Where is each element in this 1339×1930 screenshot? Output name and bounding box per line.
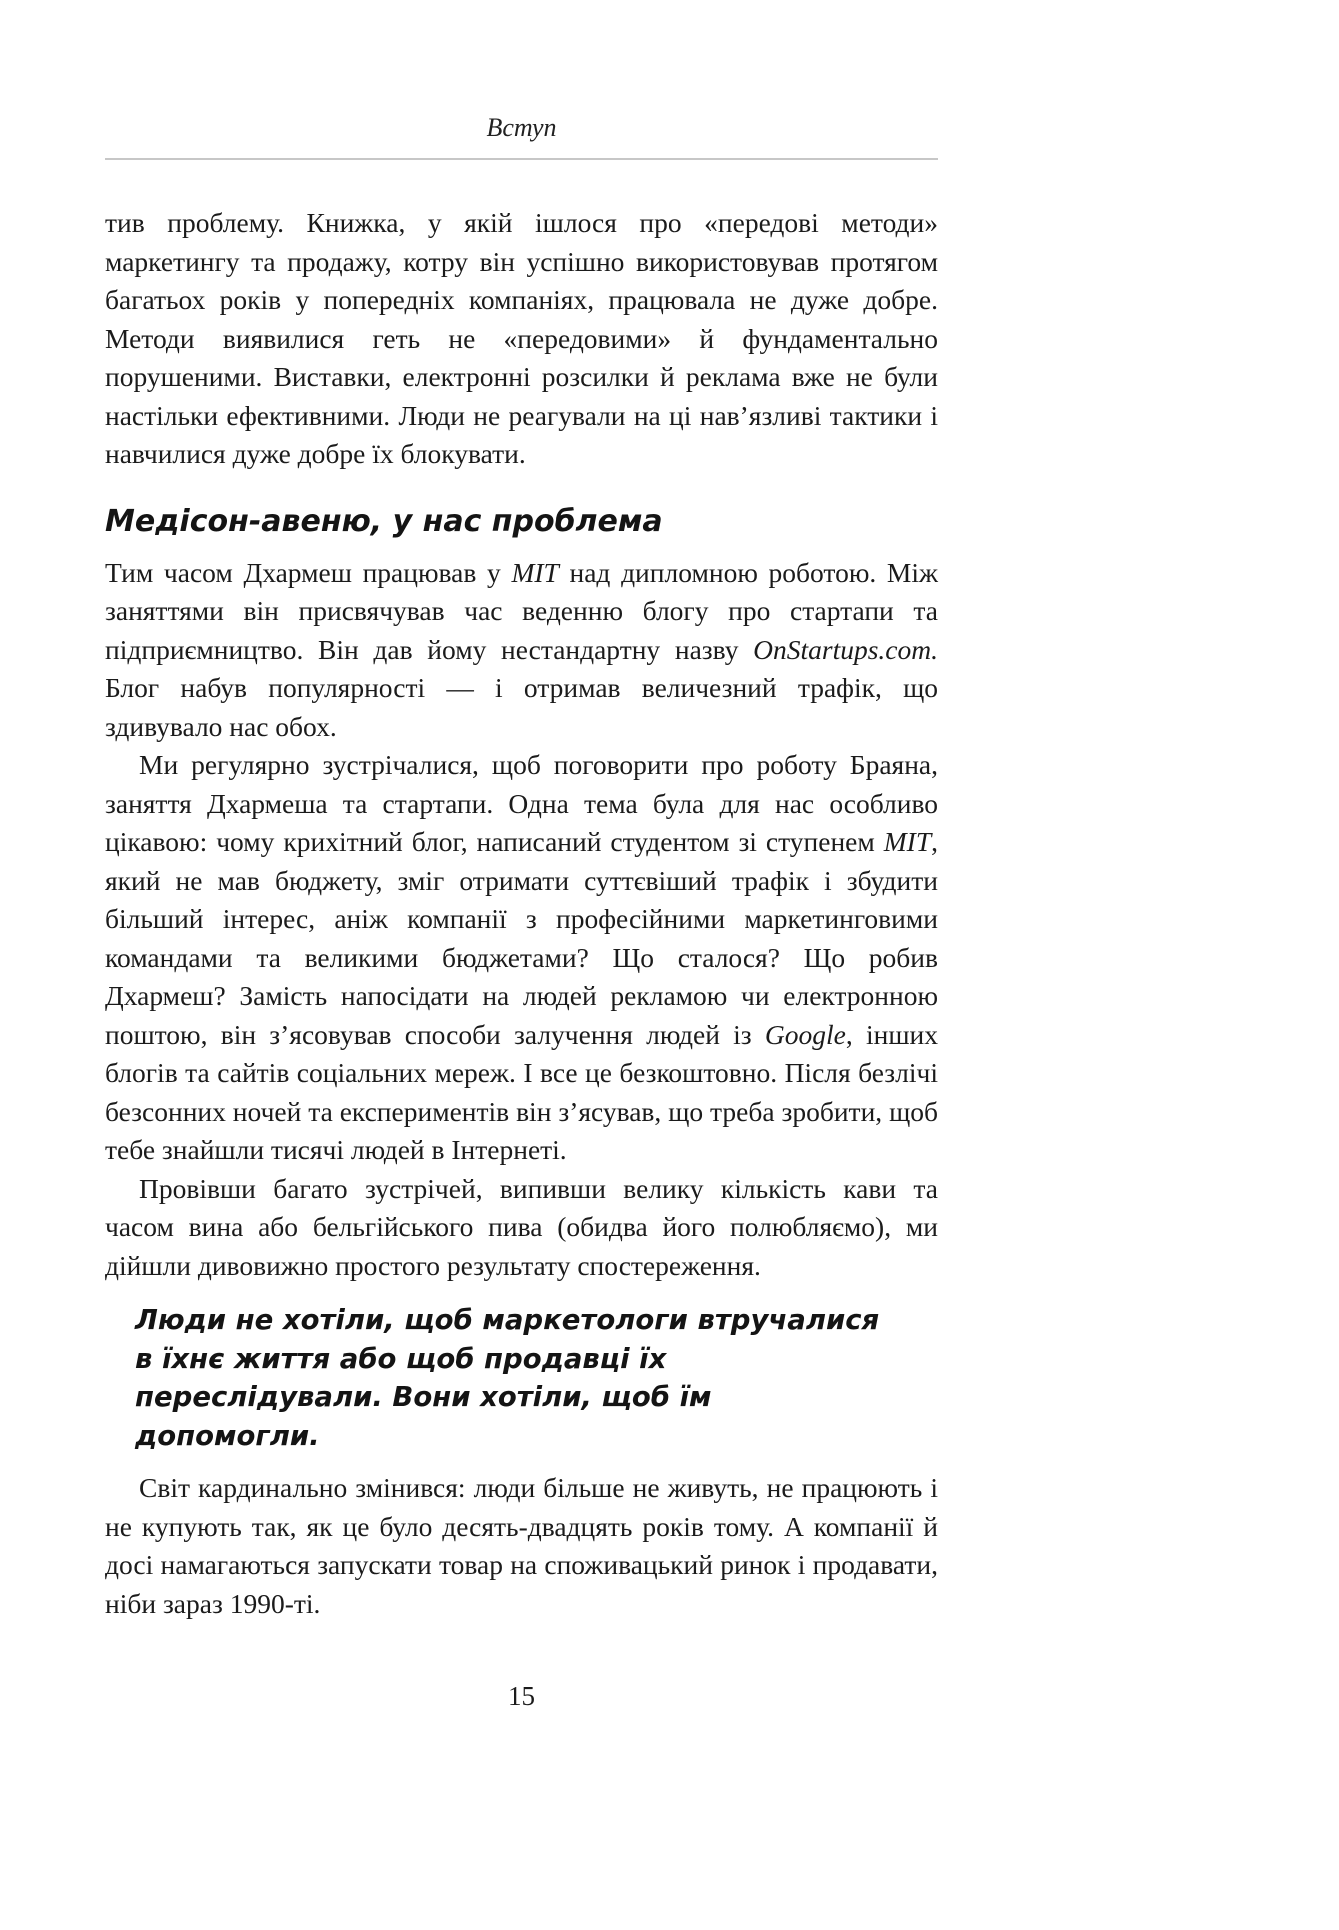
paragraph-2: [105, 554, 938, 747]
text-segment: Ми регулярно зустрічалися, щоб поговорити про роботу Браяна, заняття Дхармеша та стартапи. Одна тема була для нас особливо цікавою: чому крихітний блог, написаний студентом зі ступенем: [105, 749, 938, 857]
text-segment: Блог набув популярності — і отримав величезний трафік, що здивувало нас обох.: [105, 672, 938, 742]
emphasis-quote: Люди не хотіли, щоб маркетологи втручалися в їхнє життя або щоб продавці їх переслідували. Вони хотіли, щоб їм допомогли.: [135, 1304, 880, 1452]
page-content: [105, 112, 938, 1712]
text-segment-italic: Google: [764, 1018, 846, 1050]
text-segment-italic: MIT: [883, 826, 932, 857]
section-heading: Медісон-авеню, у нас проблема: [105, 503, 663, 539]
text-segment-italic: OnStartups.com.: [753, 633, 938, 665]
text-segment: , який не мав бюджету, зміг отримати суттєвіший трафік і збудити більший інтерес, аніж компанії з професійними маркетинговими командами та великими бюджетами? Що сталося? Що робив Дхармеш? Замість напосідати на людей рекламою чи електронною поштою, він з’ясовував способи залучення людей із: [105, 826, 938, 1050]
paragraph-5: Світ кардинально змінився: люди більше не живуть, не працюють і не купують так, як це було десять-двадцять років тому. А компанії й досі намагаються запускати товар на споживацький ринок і продавати, ніби зараз 1990-ті.: [105, 1472, 938, 1619]
page-number: 15: [508, 1681, 535, 1711]
text-segment: Тим часом Дхармеш працював у: [105, 556, 512, 588]
paragraph-1: тив проблему. Книжка, у якій ішлося про «передові методи» маркетингу та продажу, котру він успішно використовував протягом багатьох років у попередніх компаніях, працювала не дуже добре. Методи виявилися геть не «передовими» й фундаментально порушеними. Виставки, електронні розсилки й реклама вже не були настільки ефективними. Люди не реагували на ці нав’язливі тактики і навчилися дуже добре їх блокувати.: [105, 207, 938, 469]
header-divider: [105, 158, 938, 160]
body-text: [105, 204, 938, 1623]
running-header: Вступ: [486, 113, 557, 142]
paragraph-4: Провівши багато зустрічей, випивши велику кількість кави та часом вина або бельгійського пива (обидва його полюбляємо), ми дійшли дивовижно простого результату спостереження.: [105, 1172, 938, 1281]
text-segment: над дипломною роботою. Між заняттями він присвячував час веденню блогу про стартапи та підприємництво. Він дав йому нестандартну назву: [105, 556, 938, 665]
paragraph-3: [105, 746, 938, 1170]
text-segment: , інших блогів та сайтів соціальних мереж. І все це безкоштовно. Після безлічі безсонних ночей та експериментів він з’ясував, що треба зробити, щоб тебе знайшли тисячі людей в Інтернеті.: [105, 1018, 939, 1165]
text-segment-italic: MIT: [511, 556, 559, 588]
